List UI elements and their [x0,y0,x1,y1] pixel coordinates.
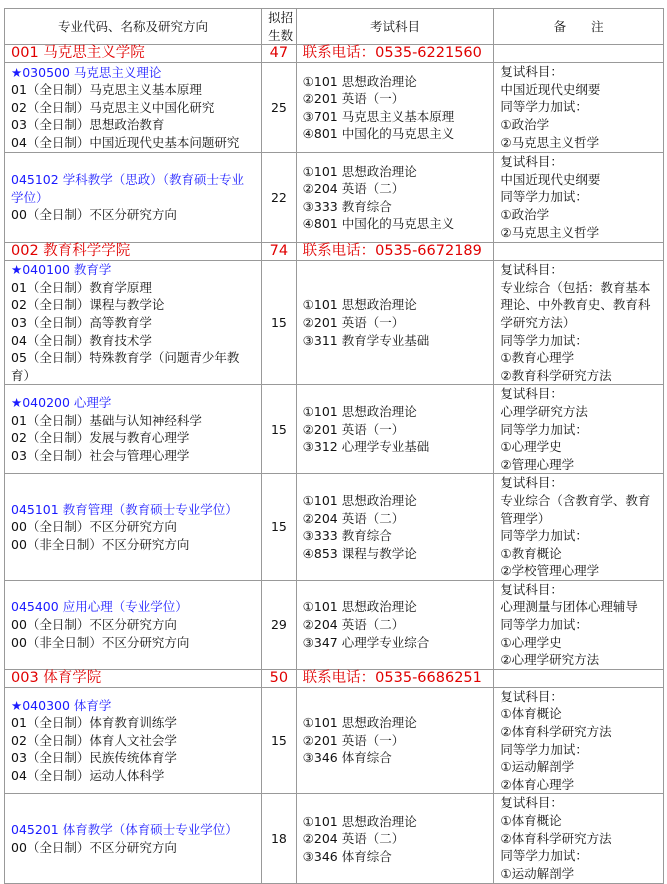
program-title: 045102 学科教学（思政）（教育硕士专业学位） [11,172,244,205]
research-direction: 05（全日制）特殊教育学（问题青少年教育） [11,350,240,383]
exam-subject: ①101 思想政治理论 [302,73,417,89]
research-direction: 00（非全日制）不区分研究方向 [11,536,190,552]
exam-subject: ②204 英语（二） [302,181,405,197]
exam-subject: ④853 课程与教学论 [302,545,417,561]
note-line: 同等学力加试： [500,421,588,437]
note-line: ②心理学研究方法 [500,652,600,668]
exam-cell [296,687,494,794]
notes-cell [494,580,664,669]
header-count-line2: 生数 [268,27,294,43]
exam-subject: ①101 思想政治理论 [302,813,417,829]
note-line: 中国近现代史纲要 [500,171,601,187]
college-name: 003 体育学院 [5,669,262,687]
note-line: 复试科目： [500,262,563,278]
program-title: ★040100 教育学 [11,262,112,278]
header-count-line1: 拟招 [268,10,294,25]
program-cell [5,794,262,884]
note-line: 复试科目： [500,795,563,811]
note-line: ①心理学史 [500,439,562,455]
note-line: ①体育概论 [500,813,562,828]
exam-subject: ①101 思想政治理论 [302,163,417,179]
note-line: 复试科目： [500,386,563,402]
table-header-row [5,9,664,45]
exam-subject: ①101 思想政治理论 [302,403,417,419]
research-direction: 03（全日制）思想政治教育 [11,117,165,133]
note-line: ①教育心理学 [500,350,575,366]
college-notes [494,45,664,63]
header-exams: 考试科目 [296,9,494,45]
exam-subject: ②204 英语（二） [302,510,405,526]
exam-subject: ③347 心理学专业综合 [302,634,430,650]
exam-subject: ①101 思想政治理论 [302,492,417,508]
exam-subject: ④801 中国化的马克思主义 [302,216,455,232]
research-direction: 00（全日制）不区分研究方向 [11,617,177,633]
college-count: 74 [262,243,297,261]
note-line: 复试科目： [500,64,563,80]
header-count [262,9,297,45]
research-direction: 00（非全日制）不区分研究方向 [11,634,190,650]
note-line: 心理测量与团体心理辅导 [500,599,638,615]
program-row [5,474,664,581]
program-title: ★040200 心理学 [11,395,112,411]
note-line: 专业综合（包括：教育基本理论、中外教育史、教育科学研究方法） [500,279,651,330]
program-count: 25 [262,63,297,153]
exam-subject: ③346 体育综合 [302,750,392,766]
note-line: 同等学力加试： [500,617,588,633]
program-cell [5,687,262,794]
note-line: 同等学力加试： [500,189,588,205]
research-direction: 01（全日制）基础与认知神经科学 [11,412,202,428]
college-name: 002 教育科学学院 [5,243,262,261]
note-line: 同等学力加试： [500,99,588,115]
college-count: 47 [262,45,297,63]
exam-subject: ③333 教育综合 [302,528,392,544]
exam-cell [296,580,494,669]
exam-subject: ②201 英语（一） [302,91,405,107]
college-count: 50 [262,669,297,687]
note-line: 复试科目： [500,475,563,491]
college-row [5,243,664,261]
exam-subject: ①101 思想政治理论 [302,599,417,615]
exam-subject: ③311 教育学专业基础 [302,332,430,348]
program-row [5,580,664,669]
exam-subject: ④801 中国化的马克思主义 [302,126,455,142]
research-direction: 04（全日制）教育技术学 [11,332,152,348]
notes-cell [494,385,664,474]
note-line: 同等学力加试： [500,848,588,864]
research-direction: 03（全日制）高等教育学 [11,314,152,330]
program-row [5,153,664,243]
research-direction: 04（全日制）中国近现代史基本问题研究 [11,135,240,151]
college-row [5,669,664,687]
notes-cell [494,687,664,794]
note-line: 同等学力加试： [500,528,588,544]
research-direction: 02（全日制）课程与教学论 [11,297,165,313]
program-title: 045101 教育管理（教育硕士专业学位） [11,501,238,517]
exam-cell [296,385,494,474]
exam-cell [296,474,494,581]
note-line: 复试科目： [500,154,563,170]
enrollment-table [4,8,664,884]
exam-cell [296,261,494,385]
research-direction: 01（全日制）马克思主义基本原理 [11,82,202,98]
program-count: 15 [262,385,297,474]
note-line: 复试科目： [500,688,563,704]
note-line: ②马克思主义哲学 [500,224,600,240]
research-direction: 01（全日制）体育教育训练学 [11,715,177,731]
note-line: ①运动解剖学 [500,759,575,775]
program-cell [5,474,262,581]
notes-cell [494,63,664,153]
note-line: ②体育心理学 [500,776,575,792]
program-cell [5,385,262,474]
note-line: ①心理学史 [500,634,562,650]
exam-cell [296,794,494,884]
research-direction: 00（全日制）不区分研究方向 [11,519,177,535]
exam-subject: ②204 英语（二） [302,831,405,847]
exam-subject: ②201 英语（一） [302,314,405,330]
note-line: ①政治学 [500,116,550,132]
research-direction: 01（全日制）教育学原理 [11,279,152,295]
note-line: ①体育概论 [500,706,562,722]
college-notes [494,669,664,687]
program-title: 045400 应用心理（专业学位） [11,599,188,615]
program-count: 29 [262,580,297,669]
program-count: 15 [262,474,297,581]
exam-subject: ③333 教育综合 [302,198,392,214]
note-line: ①政治学 [500,206,550,222]
notes-cell [494,794,664,884]
program-row [5,261,664,385]
program-cell [5,153,262,243]
exam-subject: ②201 英语（一） [302,732,405,748]
program-count: 15 [262,687,297,794]
note-line: 同等学力加试： [500,332,588,348]
note-line: ②管理心理学 [500,456,575,472]
note-line: 同等学力加试： [500,741,588,757]
program-count: 15 [262,261,297,385]
research-direction: 03（全日制）民族传统体育学 [11,750,177,766]
program-title: ★030500 马克思主义理论 [11,64,162,80]
note-line: ②体育科学研究方法 [500,724,612,740]
note-line: ②体育科学研究方法 [500,830,612,846]
research-direction: 00（全日制）不区分研究方向 [11,207,177,223]
note-line: 中国近现代史纲要 [500,81,601,97]
research-direction: 03（全日制）社会与管理心理学 [11,447,190,463]
exam-subject: ②201 英语（一） [302,421,405,437]
note-line: ②学校管理心理学 [500,563,600,579]
research-direction: 00（全日制）不区分研究方向 [11,839,177,855]
college-phone: 联系电话：0535-6221560 [296,45,494,63]
college-name: 001 马克思主义学院 [5,45,262,63]
note-line: ①教育概论 [500,545,562,561]
program-title: ★040300 体育学 [11,697,112,713]
program-cell [5,63,262,153]
notes-cell [494,153,664,243]
header-notes: 备 注 [494,9,664,45]
college-phone: 联系电话：0535-6672189 [296,243,494,261]
research-direction: 04（全日制）运动人体科学 [11,768,165,784]
exam-subject: ①101 思想政治理论 [302,297,417,313]
college-phone: 联系电话：0535-6686251 [296,669,494,687]
exam-cell [296,153,494,243]
program-row [5,63,664,153]
exam-subject: ②204 英语（二） [302,617,405,633]
program-row [5,794,664,884]
exam-cell [296,63,494,153]
program-row [5,385,664,474]
header-program: 专业代码、名称及研究方向 [5,9,262,45]
program-title: 045201 体育教学（体育硕士专业学位） [11,822,238,838]
note-line: 心理学研究方法 [500,403,588,419]
program-cell [5,261,262,385]
research-direction: 02（全日制）体育人文社会学 [11,732,177,748]
note-line: ②马克思主义哲学 [500,134,600,150]
college-notes [494,243,664,261]
program-count: 18 [262,794,297,884]
note-line: 专业综合（含教育学、教育管理学） [500,492,651,526]
note-line: ①运动解剖学 [500,865,575,881]
notes-cell [494,261,664,385]
note-line: ②教育科学研究方法 [500,367,612,383]
program-cell [5,580,262,669]
exam-subject: ③312 心理学专业基础 [302,439,430,455]
research-direction: 02（全日制）发展与教育心理学 [11,430,190,446]
notes-cell [494,474,664,581]
program-row [5,687,664,794]
exam-subject: ③701 马克思主义基本原理 [302,108,455,124]
research-direction: 02（全日制）马克思主义中国化研究 [11,99,215,115]
exam-subject: ③346 体育综合 [302,848,392,864]
program-count: 22 [262,153,297,243]
note-line: 复试科目： [500,581,563,597]
exam-subject: ①101 思想政治理论 [302,715,417,731]
college-row [5,45,664,63]
